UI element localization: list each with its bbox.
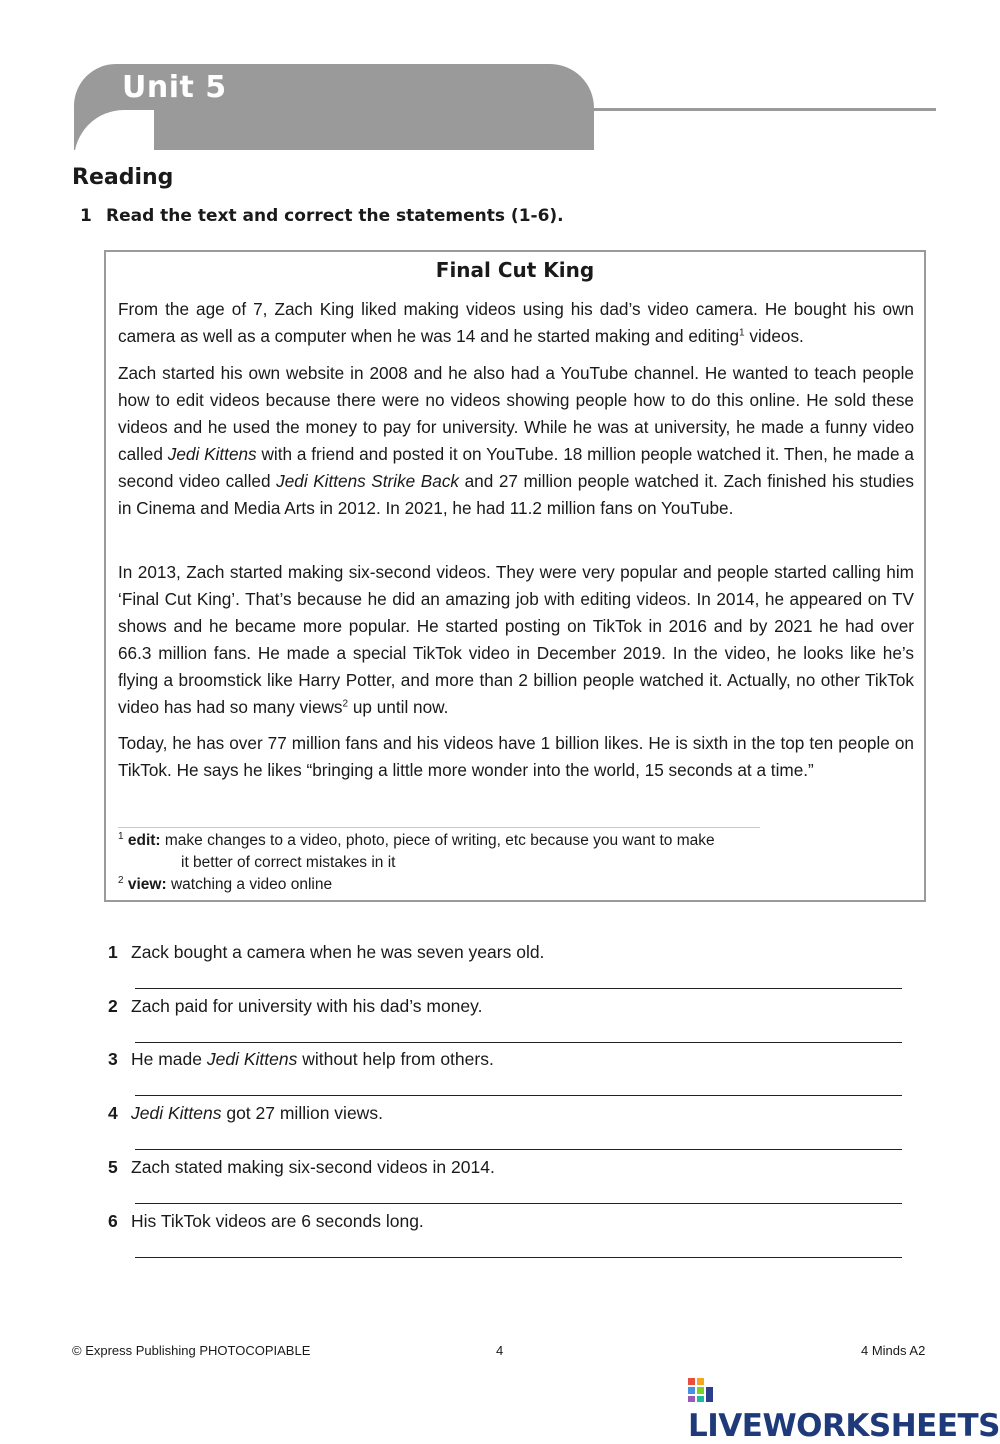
question-6: 6 His TikTok videos are 6 seconds long. bbox=[108, 1211, 424, 1231]
question-3: 3 He made Jedi Kittens without help from others. bbox=[108, 1049, 494, 1069]
footnote-ref-2: 2 bbox=[342, 698, 349, 710]
footnote-divider bbox=[118, 827, 760, 828]
article-title: Final Cut King bbox=[435, 258, 595, 282]
footer-book-title: 4 Minds A2 bbox=[861, 1343, 926, 1358]
question-5: 5 Zach stated making six-second videos in 2014. bbox=[108, 1157, 495, 1177]
footer-page-number: 4 bbox=[496, 1343, 504, 1358]
footnote-2: $^2$ view: watching a video online bbox=[118, 874, 333, 893]
footnote-ref-1: 1 bbox=[739, 327, 745, 339]
answer-line-1[interactable] bbox=[135, 988, 902, 989]
answer-line-4[interactable] bbox=[135, 1149, 902, 1150]
article-paragraph-1: From the age of 7, Zach King liked making videos using his dad’s video camera. He bought his own camera as well as a computer when he was 14 and he started making and editing$^1$ videos. bbox=[118, 299, 914, 346]
answer-line-3[interactable] bbox=[135, 1095, 902, 1096]
section-heading: Reading bbox=[72, 165, 174, 190]
article-paragraph-4: Today, he has over 77 million fans and his videos have 1 billion likes. He is sixth in the top ten people on TikTok. He says he likes “bringing a little more wonder into the world, 15 seconds at a time.” bbox=[118, 733, 914, 780]
footer-copyright: © Express Publishing PHOTOCOPIABLE bbox=[72, 1343, 311, 1358]
unit-title: Unit 5 bbox=[122, 70, 227, 105]
liveworksheets-logo-icon bbox=[688, 1374, 714, 1398]
footnote-1-continued: it better of correct mistakes in it bbox=[181, 854, 396, 871]
answer-line-2[interactable] bbox=[135, 1042, 902, 1043]
answer-line-6[interactable] bbox=[135, 1257, 902, 1258]
answer-line-5[interactable] bbox=[135, 1203, 902, 1204]
exercise-instruction bbox=[80, 206, 564, 226]
liveworksheets-logo-text: LIVEWORKSHEETS bbox=[688, 1408, 1000, 1444]
header-rule bbox=[590, 108, 936, 111]
article-paragraph-3: In 2013, Zach started making six-second videos. They were very popular and people started calling him ‘Final Cut King’. That’s because he did an amazing job with editing videos. In 2014, he appeared on TV shows and he became more popular. He started posting on TikTok in 2016 and by 2021 he had over 66.3 million fans. He made a special TikTok video in December 2019. In the video, he looks like he’s flying a broomstick like Harry Potter, and more than 2 billion people watched it. Actually, no other TikTok video has had so many views$^2$ up until now. bbox=[118, 562, 914, 717]
exercise-number: 1 bbox=[80, 206, 92, 226]
question-1: 1 Zack bought a camera when he was seven years old. bbox=[108, 942, 545, 962]
question-4: 4 Jedi Kittens got 27 million views. bbox=[108, 1103, 383, 1123]
article-paragraph-2: Zach started his own website in 2008 and he also had a YouTube channel. He wanted to teach people how to edit videos because there were no videos showing people how to do this online. He sold these videos and he used the money to pay for university. While he was at university, he made a funny video called Jedi Kittens with a friend and posted it on YouTube. 18 million people watched it. Then, he made a second video called Jedi Kittens Strike Back and 27 million people watched it. Zach finished his studies in Cinema and Media Arts in 2012. In 2021, he had 11.2 million fans on YouTube. bbox=[118, 363, 915, 518]
liveworksheets-logo[interactable] bbox=[688, 1372, 1000, 1444]
footnote-1: $^1$ edit: make changes to a video, photo, piece of writing, etc because you want to make bbox=[118, 830, 715, 849]
question-2: 2 Zach paid for university with his dad’s money. bbox=[108, 996, 483, 1016]
exercise-instruction-text: Read the text and correct the statements (1-6). bbox=[106, 206, 564, 226]
article-title-row bbox=[0, 258, 1000, 282]
